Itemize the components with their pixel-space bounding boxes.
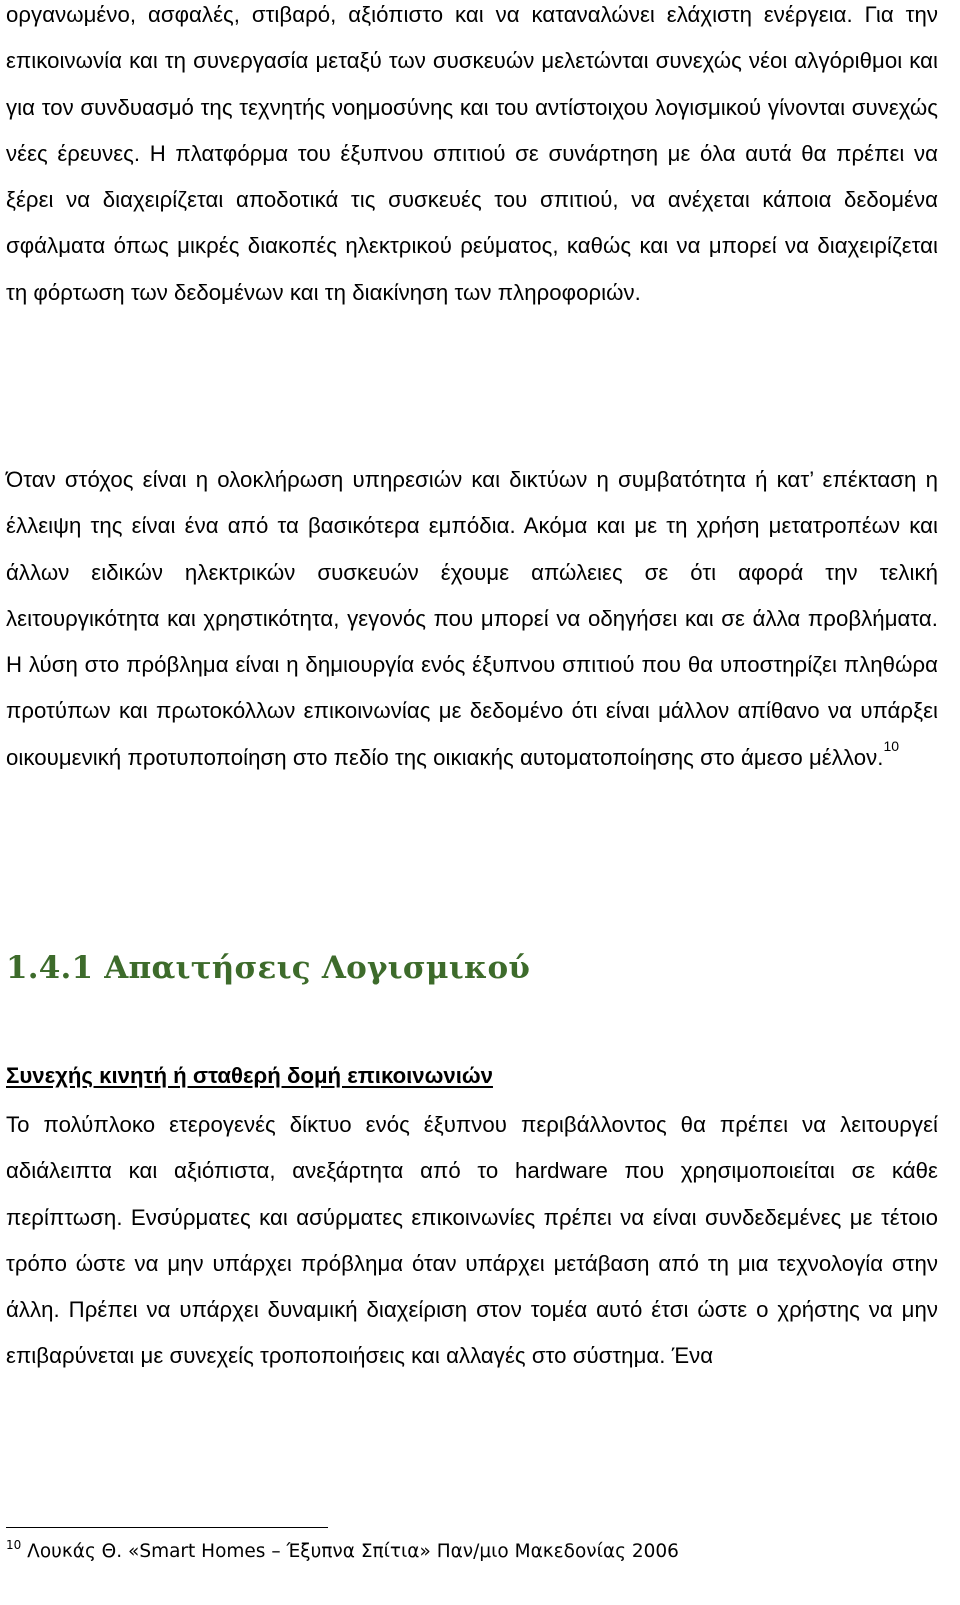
section-heading [6,950,530,986]
footnote [6,1539,679,1565]
paragraph-text: Το πολύπλοκο ετερογενές δίκτυο ενός έξυπνου περιβάλλοντος θα πρέπει να λειτουργεί αδιάλειπτα και αξιόπιστα, ανεξάρτητα από το hardware που χρησιμοποιείται σε κάθε περίπτωση. Ενσύρματες και ασύρματες επικοινωνίες πρέπει να είναι συνδεδεμένες με τέτοιο τρόπο ώστε να μην υπάρχει πρόβλημα όταν υπάρχει μετάβαση από τη μια τεχνολογία στην άλλη. Πρέπει να υπάρχει δυναμική διαχείριση στον τομέα αυτό έτσι ώστε ο χρήστης να μην επιβαρύνεται με συνεχείς τροποποιήσεις και αλλαγές στο σύστημα. Ένα [6,1112,938,1369]
paragraph-text: οργανωμένο, ασφαλές, στιβαρό, αξιόπιστο και να καταναλώνει ελάχιστη ενέργεια. Για την επικοινωνία και τη συνεργασία μεταξύ των συσκευών μελετώνται συνεχώς νέοι αλγόριθμοι και για τον συνδυασμό της τεχνητής νοημοσύνης και του αντίστοιχου λογισμικού γίνονται συνεχώς νέες έρευνες. Η πλατφόρμα του έξυπνου σπιτιού σε συνάρτηση με όλα αυτά θα πρέπει να ξέρει να διαχειρίζεται αποδοτικά τις συσκευές του σπιτιού, να ανέχεται κάποια δεδομένα σφάλματα όπως μικρές διακοπές ηλεκτρικού ρεύματος, καθώς και να μπορεί να διαχειρίζεται τη φόρτωση των δεδομένων και τη διακίνηση των πληροφοριών. [6,2,938,305]
subsection-heading: Συνεχής κινητή ή σταθερή δομή επικοινωνιών [6,1063,493,1088]
footnote-divider [6,1527,328,1528]
footnote-reference[interactable]: 10 [883,737,900,754]
paragraph-text: Όταν στόχος είναι η ολοκλήρωση υπηρεσιών και δικτύων η συμβατότητα ή κατ’ επέκταση η έλλειψη της είναι ένα από τα βασικότερα εμπόδια. Ακόμα και με τη χρήση μετατροπέων και άλλων ειδικών ηλεκτρικών συσκευών έχουμε απώλειες σε ότι αφορά την τελική λειτουργικότητα και χρηστικότητα, γεγονός που μπορεί να οδηγήσει και σε άλλα προβλήματα. Η λύση στο πρόβλημα είναι η δημιουργία ενός έξυπνου σπιτιού που θα υποστηρίζει πληθώρα προτύπων και πρωτοκόλλων επικοινωνίας με δεδομένο ότι είναι μάλλον απίθανο να υπάρξει οικουμενική προτυποποίηση στο πεδίο της οικιακής αυτοματοποίησης στο άμεσο μέλλον. [6,467,938,770]
paragraph-compatibility [6,457,938,781]
paragraph-continued [6,0,938,316]
paragraph-network [6,1102,938,1380]
footnote-number: 10 [6,1538,22,1552]
section-title: Απαιτήσεις Λογισμικού [104,950,531,986]
footnote-text: Λουκάς Θ. «Smart Homes – Έξυπνα Σπίτια» Παν/μιο Μακεδονίας 2006 [27,1541,679,1562]
section-number: 1.4.1 [6,950,94,986]
